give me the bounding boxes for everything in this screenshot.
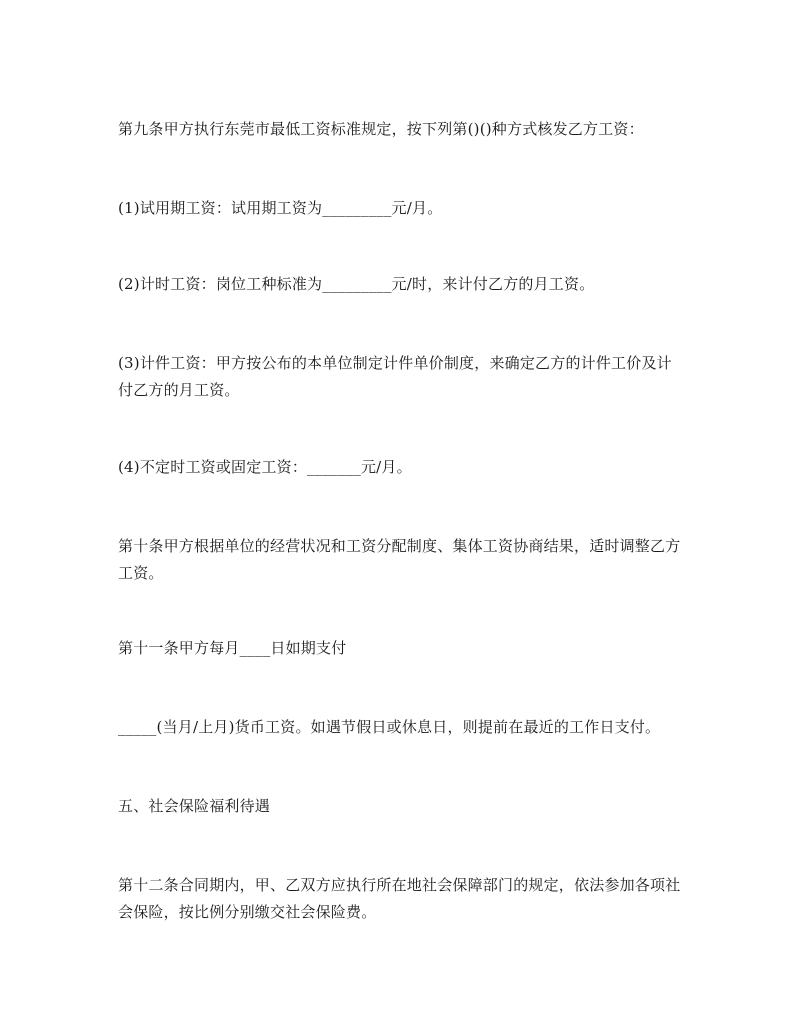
payment-period-paragraph: _____(当月/上月)货币工资。如遇节假日或休息日，则提前在最近的工作日支付。 <box>118 718 661 736</box>
section-5-heading: 五、社会保险福利待遇 <box>118 797 271 815</box>
article-10-paragraph: 第十条甲方根据单位的经营状况和工资分配制度、集体工资协商结果，适时调整乙方工资。 <box>118 537 681 582</box>
article-9-paragraph: 第九条甲方执行东莞市最低工资标准规定，按下列第()()种方式核发乙方工资： <box>118 120 644 138</box>
piece-wage-paragraph: (3)计件工资：甲方按公布的本单位制定计件单价制度，来确定乙方的计件工价及计付乙方的月工资。 <box>118 354 672 399</box>
article-11-paragraph: 第十一条甲方每月____日如期支付 <box>118 639 347 657</box>
fixed-wage-paragraph: (4)不定时工资或固定工资：_______元/月。 <box>118 458 412 476</box>
hourly-wage-paragraph: (2)计时工资：岗位工种标准为_________元/时，来计付乙方的月工资。 <box>118 275 595 293</box>
article-12-paragraph: 第十二条合同期内，甲、乙双方应执行所在地社会保障部门的规定，依法参加各项社会保险，按比例分别缴交社会保险费。 <box>118 876 681 921</box>
probation-wage-paragraph: (1)试用期工资：试用期工资为_________元/月。 <box>118 199 443 217</box>
